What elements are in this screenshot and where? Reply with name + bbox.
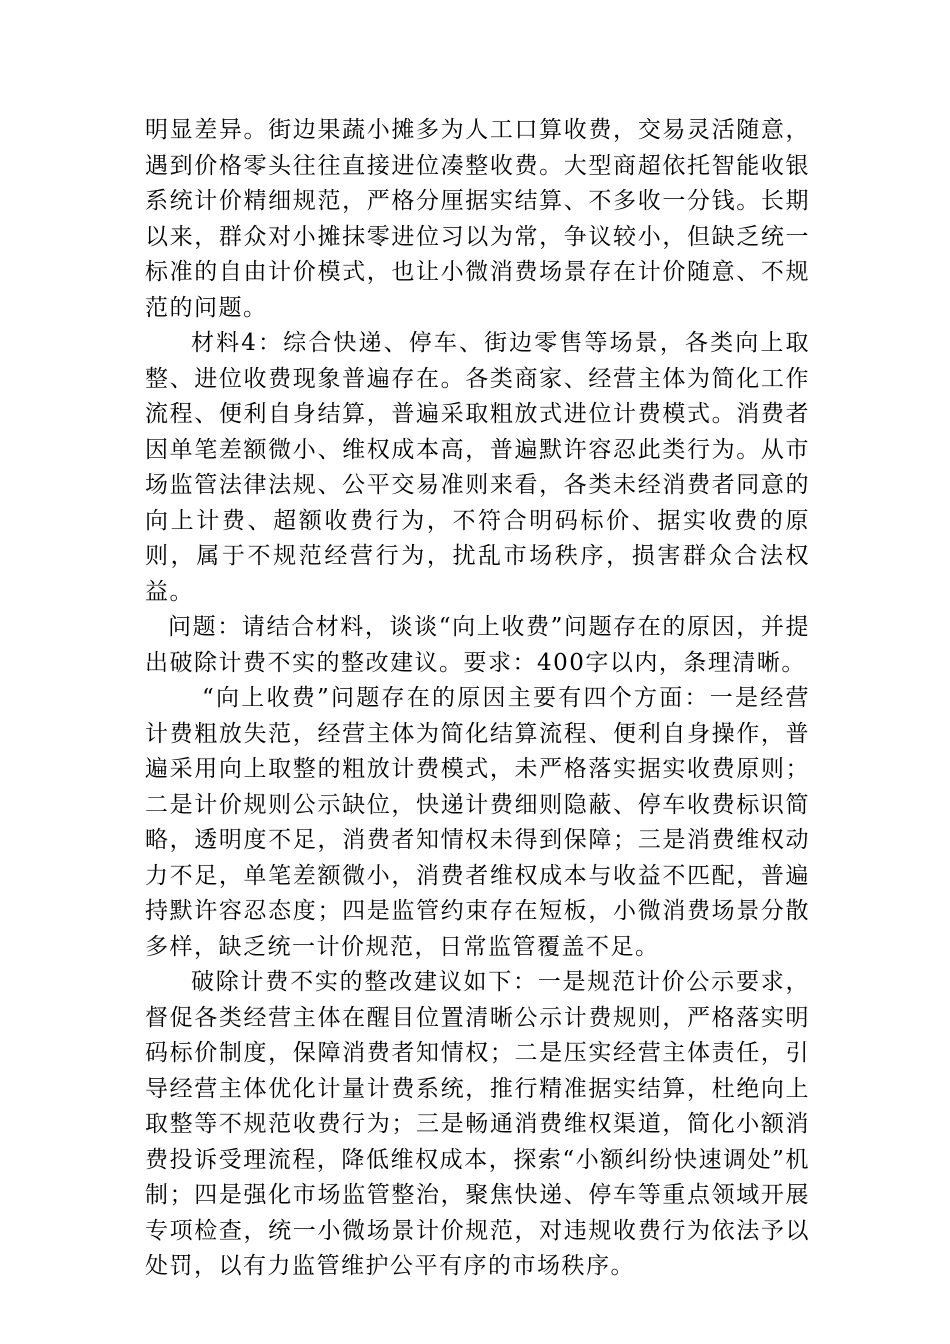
document-body (145, 113, 810, 1285)
paragraph-answer-suggestions: 破除计费不实的整改建议如下：一是规范计价公示要求，督促各类经营主体在醒目位置清晰公示计费规则，严格落实明码标价制度，保障消费者知情权；二是压实经营主体责任，引导经营主体优化计量计费系统，推行精准据实结算，杜绝向上取整等不规范收费行为；三是畅通消费维权渠道，简化小额消费投诉受理流程，降低维权成本，探索“小额纠纷快速调处”机制；四是强化市场监管整治，聚焦快递、停车等重点领域开展专项检查，统一小微场景计价规范，对违规收费行为依法予以处罚，以有力监管维护公平有序的市场秩序。 (145, 969, 810, 1279)
paragraph-answer-causes: “向上收费”问题存在的原因主要有四个方面：一是经营计费粗放失范，经营主体为简化结算流程、便利自身操作，普遍采用向上取整的粗放计费模式，未严格落实据实收费原则；二是计价规则公示缺位，快递计费细则隐蔽、停车收费标识简略，透明度不足，消费者知情权未得到保障；三是消费维权动力不足，单笔差额微小，消费者维权成本与收益不匹配，普遍持默许容忍态度；四是监管约束存在短板，小微消费场景分散多样，缺乏统一计价规范，日常监管覆盖不足。 (145, 685, 810, 960)
paragraph-question: 问题：请结合材料，谈谈“向上收费”问题存在的原因，并提出破除计费不实的整改建议。要求：400字以内，条理清晰。 (145, 614, 810, 676)
paragraph-material-4: 材料4：综合快递、停车、街边零售等场景，各类向上取整、进位收费现象普遍存在。各类商家、经营主体为简化工作流程、便利自身结算，普遍采取粗放式进位计费模式。消费者因单笔差额微小、维权成本高，普遍默许容忍此类行为。从市场监管法律法规、公平交易准则来看，各类未经消费者同意的向上计费、超额收费行为，不符合明码标价、据实收费的原则，属于不规范经营行为，扰乱市场秩序，损害群众合法权益。 (145, 330, 810, 605)
paragraph-continuation: 明显差异。街边果蔬小摊多为人工口算收费，交易灵活随意，遇到价格零头往往直接进位凑整收费。大型商超依托智能收银系统计价精细规范，严格分厘据实结算、不多收一分钱。长期以来，群众对小摊抹零进位习以为常，争议较小，但缺乏统一标准的自由计价模式，也让小微消费场景存在计价随意、不规范的问题。 (145, 117, 810, 321)
